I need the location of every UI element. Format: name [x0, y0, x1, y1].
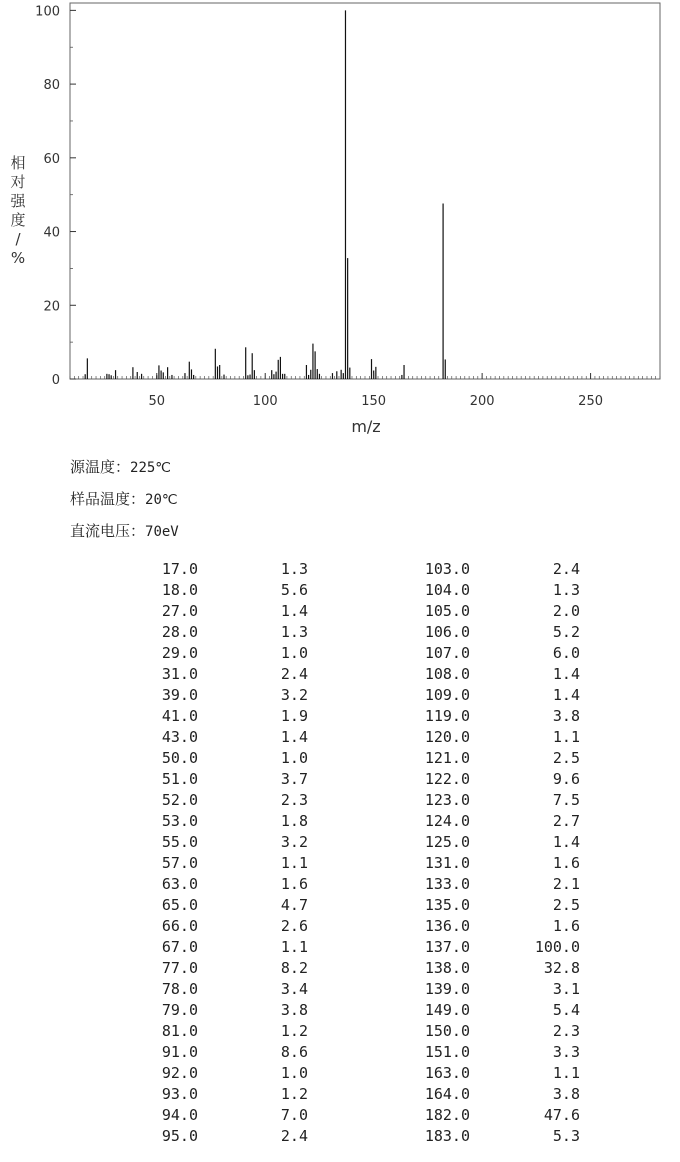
mz-value: 29.0 [161, 644, 198, 662]
mz-value: 108.0 [424, 665, 470, 683]
mz-value: 120.0 [424, 728, 470, 746]
y-tick-label: 20 [43, 299, 60, 315]
abundance-value: 9.6 [552, 770, 580, 788]
abundance-value: 1.0 [280, 749, 308, 767]
abundance-value: 3.4 [280, 980, 308, 998]
table-row [0, 1001, 680, 1022]
condition-voltage [70, 520, 179, 541]
mz-value: 18.0 [161, 581, 198, 599]
abundance-value: 7.0 [280, 1106, 308, 1124]
mz-value: 51.0 [161, 770, 198, 788]
table-row [0, 854, 680, 875]
y-tick-label: 60 [43, 151, 60, 167]
abundance-value: 1.4 [280, 728, 308, 746]
mz-value: 78.0 [161, 980, 198, 998]
abundance-value: 7.5 [552, 791, 580, 809]
abundance-value: 3.8 [280, 1001, 308, 1019]
abundance-value: 6.0 [552, 644, 580, 662]
mz-value: 43.0 [161, 728, 198, 746]
table-row [0, 707, 680, 728]
mz-value: 95.0 [161, 1127, 198, 1145]
mz-value: 106.0 [424, 623, 470, 641]
abundance-value: 5.4 [552, 1001, 580, 1019]
abundance-value: 1.1 [552, 728, 580, 746]
abundance-value: 1.1 [280, 854, 308, 872]
abundance-value: 3.2 [280, 833, 308, 851]
mz-value: 66.0 [161, 917, 198, 935]
abundance-value: 1.4 [552, 833, 580, 851]
abundance-value: 2.4 [280, 1127, 308, 1145]
mz-value: 104.0 [424, 581, 470, 599]
table-row [0, 1127, 680, 1148]
abundance-value: 1.6 [280, 875, 308, 893]
mz-value: 53.0 [161, 812, 198, 830]
mz-value: 151.0 [424, 1043, 470, 1061]
abundance-value: 5.6 [280, 581, 308, 599]
abundance-value: 1.1 [280, 938, 308, 956]
table-row [0, 917, 680, 938]
abundance-value: 3.8 [552, 1085, 580, 1103]
x-axis-label: m/z [351, 417, 381, 436]
condition-label: 直流电压： [70, 522, 146, 540]
table-row [0, 812, 680, 833]
abundance-value: 3.2 [280, 686, 308, 704]
mz-value: 94.0 [161, 1106, 198, 1124]
abundance-value: 1.3 [280, 623, 308, 641]
table-row [0, 602, 680, 623]
abundance-value: 1.9 [280, 707, 308, 725]
table-row [0, 770, 680, 791]
abundance-value: 1.6 [552, 917, 580, 935]
abundance-value: 2.5 [552, 749, 580, 767]
abundance-value: 1.4 [280, 602, 308, 620]
mz-value: 119.0 [424, 707, 470, 725]
mass-spectrum-chart [0, 0, 680, 450]
mz-value: 149.0 [424, 1001, 470, 1019]
abundance-value: 1.2 [280, 1022, 308, 1040]
abundance-value: 1.1 [552, 1064, 580, 1082]
mz-value: 122.0 [424, 770, 470, 788]
condition-source-temp [70, 456, 171, 477]
table-row [0, 749, 680, 770]
mz-value: 79.0 [161, 1001, 198, 1019]
mz-value: 183.0 [424, 1127, 470, 1145]
mz-value: 28.0 [161, 623, 198, 641]
mz-value: 124.0 [424, 812, 470, 830]
x-tick-label: 100 [252, 394, 278, 409]
table-row [0, 1043, 680, 1064]
abundance-value: 8.2 [280, 959, 308, 977]
mz-value: 136.0 [424, 917, 470, 935]
table-row [0, 938, 680, 959]
condition-value: 20℃ [145, 492, 178, 508]
table-row [0, 686, 680, 707]
condition-sample-temp [70, 488, 178, 509]
mz-value: 41.0 [161, 707, 198, 725]
mz-value: 137.0 [424, 938, 470, 956]
x-tick-label: 200 [469, 394, 495, 409]
table-row [0, 1022, 680, 1043]
abundance-value: 1.3 [280, 560, 308, 578]
mz-value: 135.0 [424, 896, 470, 914]
table-row [0, 665, 680, 686]
mz-value: 164.0 [424, 1085, 470, 1103]
abundance-value: 1.8 [280, 812, 308, 830]
x-tick-label: 150 [361, 394, 387, 409]
y-tick-label: 0 [51, 373, 60, 388]
mz-value: 121.0 [424, 749, 470, 767]
abundance-value: 2.4 [552, 560, 580, 578]
mz-value: 55.0 [161, 833, 198, 851]
abundance-value: 47.6 [543, 1106, 580, 1124]
y-axis-label: 相对强度/ % [10, 154, 26, 267]
table-row [0, 581, 680, 602]
abundance-value: 32.8 [543, 959, 580, 977]
plot-frame [70, 3, 660, 379]
mz-value: 67.0 [161, 938, 198, 956]
table-row [0, 896, 680, 917]
abundance-value: 3.1 [552, 980, 580, 998]
abundance-value: 1.4 [552, 665, 580, 683]
abundance-value: 1.2 [280, 1085, 308, 1103]
table-row [0, 1106, 680, 1127]
peak-bars [85, 10, 445, 379]
mz-value: 125.0 [424, 833, 470, 851]
mz-value: 109.0 [424, 686, 470, 704]
table-row [0, 959, 680, 980]
abundance-value: 1.6 [552, 854, 580, 872]
mz-value: 65.0 [161, 896, 198, 914]
table-row [0, 623, 680, 644]
mz-value: 103.0 [424, 560, 470, 578]
table-row [0, 728, 680, 749]
table-row [0, 980, 680, 1001]
mz-value: 81.0 [161, 1022, 198, 1040]
x-tick-label: 50 [148, 394, 166, 409]
mz-value: 93.0 [161, 1085, 198, 1103]
abundance-value: 2.7 [552, 812, 580, 830]
abundance-value: 8.6 [280, 1043, 308, 1061]
abundance-value: 100.0 [534, 938, 580, 956]
mz-value: 138.0 [424, 959, 470, 977]
mz-value: 39.0 [161, 686, 198, 704]
abundance-value: 2.5 [552, 896, 580, 914]
abundance-value: 1.4 [552, 686, 580, 704]
mz-value: 92.0 [161, 1064, 198, 1082]
abundance-value: 2.0 [552, 602, 580, 620]
abundance-value: 4.7 [280, 896, 308, 914]
condition-value: 225℃ [130, 460, 172, 476]
abundance-value: 1.0 [280, 1064, 308, 1082]
table-row [0, 560, 680, 581]
abundance-value: 2.4 [280, 665, 308, 683]
mz-value: 163.0 [424, 1064, 470, 1082]
y-tick-label: 100 [35, 4, 60, 20]
condition-label: 源温度： [70, 458, 131, 476]
abundance-value: 1.0 [280, 644, 308, 662]
mz-value: 17.0 [161, 560, 198, 578]
mz-value: 57.0 [161, 854, 198, 872]
abundance-value: 2.1 [552, 875, 580, 893]
mz-value: 123.0 [424, 791, 470, 809]
abundance-value: 3.8 [552, 707, 580, 725]
abundance-value: 2.3 [280, 791, 308, 809]
mz-value: 52.0 [161, 791, 198, 809]
mz-value: 77.0 [161, 959, 198, 977]
mz-value: 27.0 [161, 602, 198, 620]
mz-value: 107.0 [424, 644, 470, 662]
table-row [0, 644, 680, 665]
abundance-value: 3.3 [552, 1043, 580, 1061]
abundance-value: 1.3 [552, 581, 580, 599]
condition-value: 70eV [145, 524, 179, 540]
abundance-value: 3.7 [280, 770, 308, 788]
mz-value: 31.0 [161, 665, 198, 683]
mz-value: 131.0 [424, 854, 470, 872]
abundance-value: 2.3 [552, 1022, 580, 1040]
abundance-value: 5.2 [552, 623, 580, 641]
mz-value: 105.0 [424, 602, 470, 620]
y-tick-label: 80 [43, 78, 60, 94]
mz-value: 50.0 [161, 749, 198, 767]
table-row [0, 1064, 680, 1085]
mz-value: 91.0 [161, 1043, 198, 1061]
mz-value: 63.0 [161, 875, 198, 893]
x-tick-label: 250 [578, 394, 604, 409]
abundance-value: 5.3 [552, 1127, 580, 1145]
condition-label: 样品温度： [70, 490, 146, 508]
abundance-value: 2.6 [280, 917, 308, 935]
mz-value: 133.0 [424, 875, 470, 893]
y-tick-label: 40 [43, 225, 60, 241]
table-row [0, 833, 680, 854]
table-row [0, 791, 680, 812]
mz-value: 182.0 [424, 1106, 470, 1124]
table-row [0, 875, 680, 896]
mz-value: 150.0 [424, 1022, 470, 1040]
table-row [0, 1085, 680, 1106]
mz-value: 139.0 [424, 980, 470, 998]
